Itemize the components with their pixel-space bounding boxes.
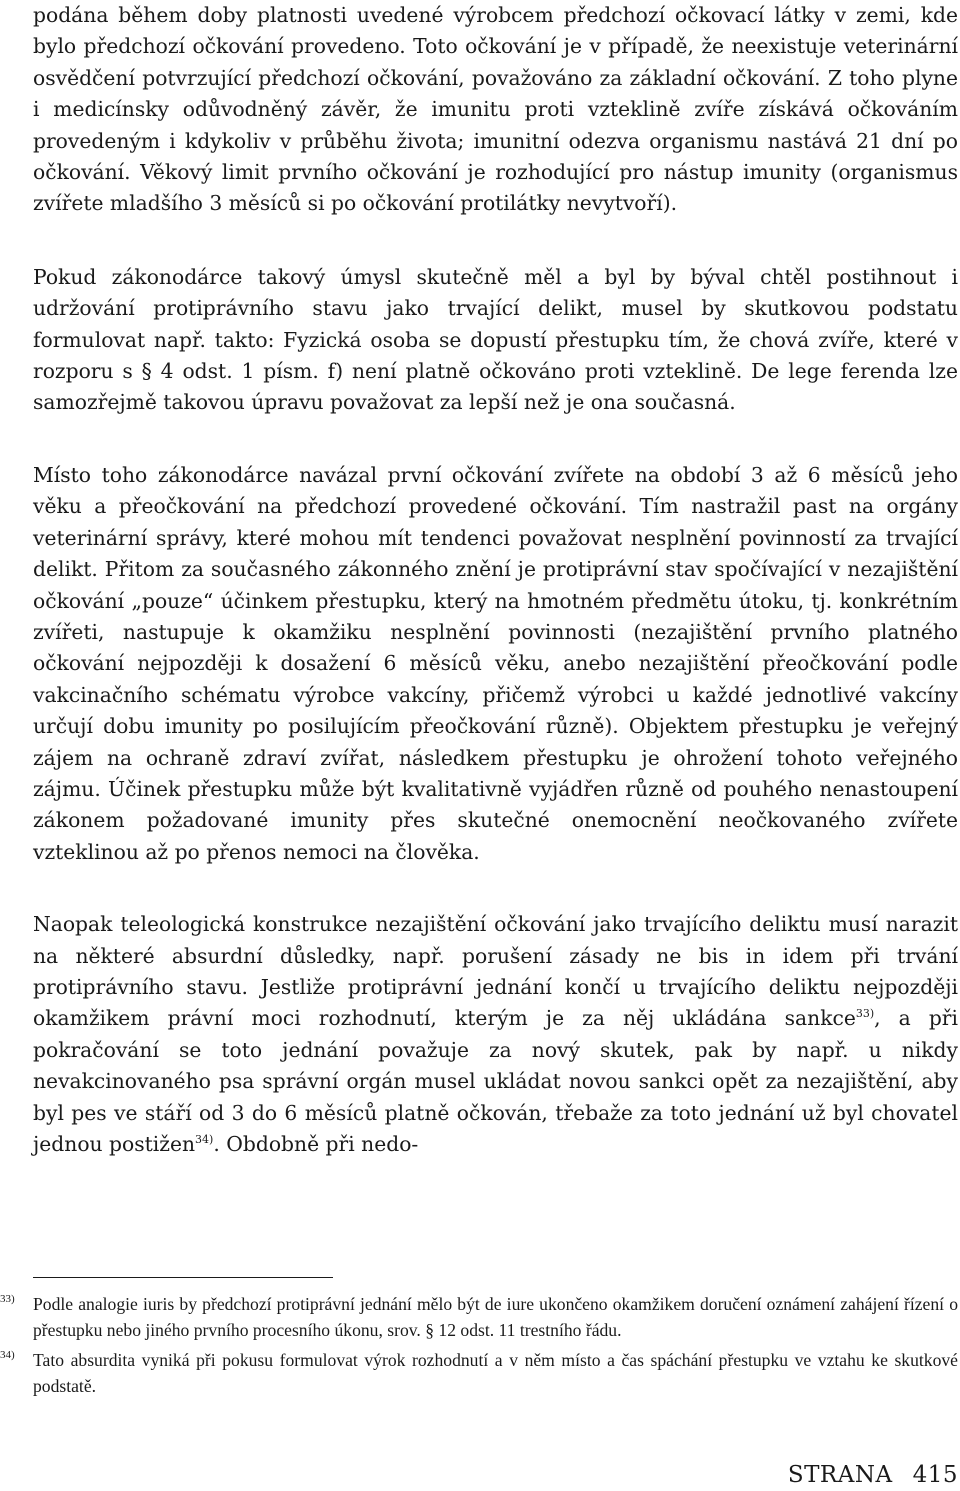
footnotes [0,1292,958,1404]
footnote-number: 33) [0,1293,15,1305]
paragraph-4-part-3: . Obdobně při nedo- [213,1132,419,1156]
footnote-34 [0,1348,958,1399]
footnote-33 [0,1292,958,1343]
footnote-reference-33[interactable]: 33) [855,1007,875,1021]
footnote-separator [33,1277,333,1278]
paragraph-1: podána během doby platnosti uvedené výrobcem předchozí očkovací látky v zemi, kde bylo předchozí očkování provedeno. Toto očkování je v případě, že neexistuje veterinární osvědčení potvrzující předchozí očkování, považováno za základní očkování. Z toho plyne i medicínsky odůvodněný závěr, že imunitu proti vzteklině zvíře získává očkováním provedeným i kdykoliv v průběhu života; imunitní odezva organismu nastává 21 dní po očkování. Věkový limit prvního očkování je rozhodující pro nástup imunity (organismus zvířete mladšího 3 měsíců si po očkování protilátky nevytvoří). [33,3,958,216]
page-body [33,0,958,1160]
footnote-number: 34) [0,1349,15,1361]
paragraph-4-part-2: , a při pokračování se toto jednání považuje za nový skutek, pak by např. u nikdy nevakcinovaného psa správní orgán musel ukládat novou sankci opět za nezajištění, aby byl pes ve stáří od 3 do 6 měsíců platně očkován, třebaže za toto jednání už byl chovatel jednou postižen [33,1006,958,1156]
paragraph-3: Místo toho zákonodárce navázal první očkování zvířete na období 3 až 6 měsíců jeho věku a přeočkování na předchozí provedené očkování. Tím nastražil past na orgány veterinární správy, které mohou mít tendenci považovat nesplnění povinností za trvající delikt. Přitom za současného zákonného znění je protiprávní stav spočívající v nezajištění očkování „pouze“ účinkem přestupku, který na hmotném předmětu útoku, tj. konkrétním zvířeti, nastupuje k okamžiku nesplnění povinnosti (nezajištění prvního platného očkování nejpozději k dosažení 6 měsíců věku, anebo nezajištění přeočkování podle vakcinačního schématu výrobce vakcíny, přičemž výrobci u každé jednotlivé vakcíny určují dobu imunity po posilujícím přeočkování různě). Objektem přestupku je veřejný zájem na ochraně zdraví zvířat, následkem přestupku je ohrožení tohoto veřejného zájmu. Účinek přestupku může být kvalitativně vyjádřen různě od pouhého nenastoupení zákonem požadované imunity přes skutečné onemocnění neočkovaného zvířete vzteklinou až po přenos nemoci na člověka. [33,462,958,864]
paragraph-4 [33,909,958,1160]
footnote-text: Tato absurdita vyniká při pokusu formulovat výrok rozhodnutí a v něm místo a čas spáchání přestupku ve vztahu ke skutkové podstatě. [33,1350,958,1396]
page-footer [788,1460,958,1490]
footnote-text: Podle analogie iuris by předchozí protiprávní jednání mělo být de iure ukončeno okamžikem doručení oznámení zahájení řízení o přestupku nebo jiného prvního procesního úkonu, srov. § 12 odst. 11 trestního řádu. [33,1294,958,1340]
page-number: 415 [912,1462,958,1488]
footer-label: STRANA [787,1462,893,1488]
footnote-reference-34[interactable]: 34) [195,1133,214,1146]
paragraph-2: Pokud zákonodárce takový úmysl skutečně měl a byl by býval chtěl postihnout i udržování protiprávního stavu jako trvající delikt, musel by skutkovou podstatu formulovat např. takto: Fyzická osoba se dopustí přestupku tím, že chová zvíře, které v rozporu s § 4 odst. 1 písm. f) není platně očkováno proti vzteklině. De lege ferenda lze samozřejmě takovou úpravu považovat za lepší než je ona současná. [33,264,958,415]
paragraph-4-part-1: Naopak teleologická konstrukce nezajištění očkování jako trvajícího deliktu musí narazit na některé absurdní důsledky, např. porušení zásady ne bis in idem při trvání protiprávního stavu. Jestliže protiprávní jednání končí u trvajícího deliktu nejpozději okamžikem právní moci rozhodnutí, kterým je za něj ukládána sankce [33,912,958,1031]
